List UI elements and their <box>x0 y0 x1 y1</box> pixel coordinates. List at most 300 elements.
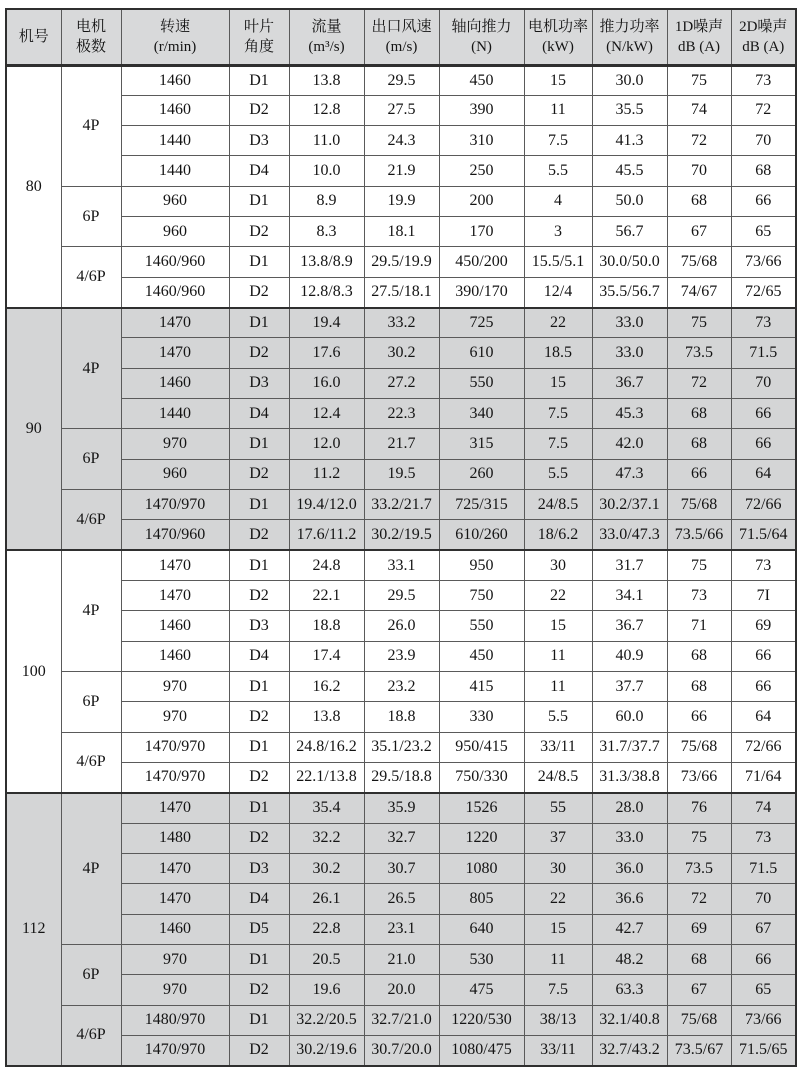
blade-angle-cell: D2 <box>229 338 289 368</box>
speed-cell: 960 <box>121 186 229 216</box>
blade-angle-cell: D2 <box>229 95 289 125</box>
thrust-power-cell: 45.5 <box>592 156 667 186</box>
poles-cell: 4/6P <box>61 247 121 308</box>
outlet-velocity-cell: 19.9 <box>364 186 439 216</box>
speed-cell: 1440 <box>121 126 229 156</box>
blade-angle-cell: D2 <box>229 823 289 853</box>
thrust-power-cell: 56.7 <box>592 217 667 247</box>
axial-thrust-cell: 725/315 <box>439 490 524 520</box>
noise-1d-cell: 74/67 <box>667 277 731 307</box>
noise-2d-cell: 66 <box>731 672 796 702</box>
outlet-velocity-cell: 32.7 <box>364 823 439 853</box>
noise-2d-cell: 70 <box>731 126 796 156</box>
poles-cell: 4P <box>61 550 121 671</box>
motor-power-cell: 22 <box>524 308 592 338</box>
outlet-velocity-cell: 32.7/21.0 <box>364 1005 439 1035</box>
blade-angle-cell: D1 <box>229 186 289 216</box>
speed-cell: 1470/960 <box>121 520 229 550</box>
speed-cell: 1460 <box>121 368 229 398</box>
machine-no-cell: 112 <box>6 793 61 1066</box>
table-row <box>6 581 796 611</box>
outlet-velocity-cell: 29.5/19.9 <box>364 247 439 277</box>
noise-2d-cell: 73/66 <box>731 247 796 277</box>
col-header-outlet-velocity <box>364 9 439 65</box>
speed-cell: 970 <box>121 429 229 459</box>
header-row <box>6 9 796 65</box>
table-row <box>6 1005 796 1035</box>
table-row <box>6 611 796 641</box>
col-header-blade-angle <box>229 9 289 65</box>
outlet-velocity-cell: 35.9 <box>364 793 439 823</box>
flow-cell: 20.5 <box>289 945 364 975</box>
noise-1d-cell: 75/68 <box>667 732 731 762</box>
noise-1d-cell: 69 <box>667 914 731 944</box>
blade-angle-cell: D1 <box>229 429 289 459</box>
header-line: 叶片 <box>243 18 274 35</box>
outlet-velocity-cell: 30.7/20.0 <box>364 1036 439 1066</box>
speed-cell: 1470 <box>121 550 229 580</box>
motor-power-cell: 7.5 <box>524 429 592 459</box>
header-line: 推力功率 <box>599 18 660 35</box>
noise-2d-cell: 65 <box>731 217 796 247</box>
flow-cell: 17.4 <box>289 641 364 671</box>
machine-section-90 <box>6 308 796 551</box>
motor-power-cell: 7.5 <box>524 399 592 429</box>
table-row <box>6 65 796 95</box>
motor-power-cell: 5.5 <box>524 459 592 489</box>
thrust-power-cell: 36.7 <box>592 368 667 398</box>
table-row <box>6 763 796 793</box>
speed-cell: 1460 <box>121 65 229 95</box>
outlet-velocity-cell: 30.2 <box>364 338 439 368</box>
speed-cell: 960 <box>121 217 229 247</box>
flow-cell: 8.3 <box>289 217 364 247</box>
thrust-power-cell: 63.3 <box>592 975 667 1005</box>
poles-cell: 6P <box>61 186 121 247</box>
flow-cell: 16.0 <box>289 368 364 398</box>
noise-2d-cell: 7I <box>731 581 796 611</box>
table-row <box>6 914 796 944</box>
thrust-power-cell: 48.2 <box>592 945 667 975</box>
noise-1d-cell: 73 <box>667 581 731 611</box>
noise-2d-cell: 73 <box>731 550 796 580</box>
axial-thrust-cell: 950/415 <box>439 732 524 762</box>
outlet-velocity-cell: 33.1 <box>364 550 439 580</box>
axial-thrust-cell: 315 <box>439 429 524 459</box>
table-row <box>6 641 796 671</box>
motor-power-cell: 38/13 <box>524 1005 592 1035</box>
axial-thrust-cell: 330 <box>439 702 524 732</box>
thrust-power-cell: 50.0 <box>592 186 667 216</box>
noise-2d-cell: 66 <box>731 186 796 216</box>
noise-2d-cell: 68 <box>731 156 796 186</box>
flow-cell: 22.1/13.8 <box>289 763 364 793</box>
header-line: dB (A) <box>677 38 721 55</box>
noise-2d-cell: 73 <box>731 823 796 853</box>
axial-thrust-cell: 640 <box>439 914 524 944</box>
header-line: 角度 <box>243 38 274 55</box>
flow-cell: 13.8/8.9 <box>289 247 364 277</box>
table-row <box>6 429 796 459</box>
noise-1d-cell: 75 <box>667 308 731 338</box>
thrust-power-cell: 32.1/40.8 <box>592 1005 667 1035</box>
thrust-power-cell: 37.7 <box>592 672 667 702</box>
noise-1d-cell: 70 <box>667 156 731 186</box>
axial-thrust-cell: 750/330 <box>439 763 524 793</box>
speed-cell: 1480 <box>121 823 229 853</box>
blade-angle-cell: D2 <box>229 1036 289 1066</box>
thrust-power-cell: 30.0 <box>592 65 667 95</box>
noise-1d-cell: 68 <box>667 945 731 975</box>
blade-angle-cell: D3 <box>229 368 289 398</box>
blade-angle-cell: D2 <box>229 277 289 307</box>
noise-1d-cell: 76 <box>667 793 731 823</box>
col-header-speed <box>121 9 229 65</box>
noise-2d-cell: 64 <box>731 702 796 732</box>
header-line: 极数 <box>75 38 106 55</box>
axial-thrust-cell: 1220/530 <box>439 1005 524 1035</box>
speed-cell: 1470/970 <box>121 490 229 520</box>
header-line: dB (A) <box>742 38 785 55</box>
thrust-power-cell: 34.1 <box>592 581 667 611</box>
axial-thrust-cell: 200 <box>439 186 524 216</box>
noise-1d-cell: 75 <box>667 550 731 580</box>
table-row <box>6 550 796 580</box>
table-row <box>6 156 796 186</box>
table-row <box>6 884 796 914</box>
noise-2d-cell: 72/66 <box>731 490 796 520</box>
motor-power-cell: 55 <box>524 793 592 823</box>
blade-angle-cell: D5 <box>229 914 289 944</box>
flow-cell: 13.8 <box>289 65 364 95</box>
header-line: 出口风速 <box>371 18 432 35</box>
motor-power-cell: 15 <box>524 65 592 95</box>
thrust-power-cell: 36.7 <box>592 611 667 641</box>
blade-angle-cell: D2 <box>229 702 289 732</box>
noise-1d-cell: 72 <box>667 884 731 914</box>
table-row <box>6 490 796 520</box>
header-line: 转速 <box>159 18 190 35</box>
speed-cell: 970 <box>121 672 229 702</box>
flow-cell: 17.6 <box>289 338 364 368</box>
outlet-velocity-cell: 18.1 <box>364 217 439 247</box>
speed-cell: 1460 <box>121 914 229 944</box>
flow-cell: 16.2 <box>289 672 364 702</box>
outlet-velocity-cell: 20.0 <box>364 975 439 1005</box>
motor-power-cell: 4 <box>524 186 592 216</box>
axial-thrust-cell: 1220 <box>439 823 524 853</box>
noise-2d-cell: 67 <box>731 914 796 944</box>
header-line: 1D噪声 <box>674 18 724 35</box>
noise-2d-cell: 74 <box>731 793 796 823</box>
noise-2d-cell: 66 <box>731 429 796 459</box>
axial-thrust-cell: 1526 <box>439 793 524 823</box>
outlet-velocity-cell: 22.3 <box>364 399 439 429</box>
motor-power-cell: 7.5 <box>524 126 592 156</box>
axial-thrust-cell: 170 <box>439 217 524 247</box>
noise-1d-cell: 73.5 <box>667 338 731 368</box>
blade-angle-cell: D2 <box>229 459 289 489</box>
noise-1d-cell: 68 <box>667 672 731 702</box>
speed-cell: 1470 <box>121 338 229 368</box>
table-row <box>6 945 796 975</box>
noise-2d-cell: 70 <box>731 368 796 398</box>
header-line: 2D噪声 <box>739 18 788 35</box>
noise-2d-cell: 71/64 <box>731 763 796 793</box>
table-row <box>6 126 796 156</box>
noise-1d-cell: 68 <box>667 399 731 429</box>
machine-no-cell: 90 <box>6 308 61 551</box>
noise-2d-cell: 73 <box>731 65 796 95</box>
poles-cell: 4P <box>61 793 121 945</box>
noise-1d-cell: 73.5 <box>667 854 731 884</box>
blade-angle-cell: D4 <box>229 156 289 186</box>
noise-1d-cell: 72 <box>667 126 731 156</box>
col-header-noise-1d <box>667 9 731 65</box>
motor-power-cell: 24/8.5 <box>524 490 592 520</box>
blade-angle-cell: D1 <box>229 672 289 702</box>
axial-thrust-cell: 805 <box>439 884 524 914</box>
noise-1d-cell: 74 <box>667 95 731 125</box>
noise-1d-cell: 68 <box>667 641 731 671</box>
col-header-motor-poles <box>61 9 121 65</box>
outlet-velocity-cell: 21.7 <box>364 429 439 459</box>
axial-thrust-cell: 390/170 <box>439 277 524 307</box>
axial-thrust-cell: 725 <box>439 308 524 338</box>
outlet-velocity-cell: 33.2/21.7 <box>364 490 439 520</box>
blade-angle-cell: D1 <box>229 247 289 277</box>
noise-1d-cell: 67 <box>667 975 731 1005</box>
header-line: 电机 <box>75 18 106 35</box>
blade-angle-cell: D1 <box>229 65 289 95</box>
outlet-velocity-cell: 27.2 <box>364 368 439 398</box>
speed-cell: 1460/960 <box>121 277 229 307</box>
fan-spec-table <box>5 8 797 1067</box>
machine-section-100 <box>6 550 796 793</box>
poles-cell: 6P <box>61 672 121 733</box>
motor-power-cell: 11 <box>524 641 592 671</box>
motor-power-cell: 30 <box>524 550 592 580</box>
axial-thrust-cell: 310 <box>439 126 524 156</box>
header-line: 机号 <box>18 28 49 45</box>
flow-cell: 19.4/12.0 <box>289 490 364 520</box>
noise-1d-cell: 75/68 <box>667 1005 731 1035</box>
noise-1d-cell: 73.5/66 <box>667 520 731 550</box>
outlet-velocity-cell: 33.2 <box>364 308 439 338</box>
header-line: (N) <box>471 38 492 55</box>
axial-thrust-cell: 950 <box>439 550 524 580</box>
table-row <box>6 308 796 338</box>
speed-cell: 1470 <box>121 854 229 884</box>
header-line: 流量 <box>311 18 342 35</box>
speed-cell: 1470 <box>121 308 229 338</box>
outlet-velocity-cell: 27.5/18.1 <box>364 277 439 307</box>
flow-cell: 26.1 <box>289 884 364 914</box>
poles-cell: 4/6P <box>61 490 121 551</box>
motor-power-cell: 24/8.5 <box>524 763 592 793</box>
axial-thrust-cell: 550 <box>439 368 524 398</box>
flow-cell: 10.0 <box>289 156 364 186</box>
thrust-power-cell: 42.0 <box>592 429 667 459</box>
flow-cell: 13.8 <box>289 702 364 732</box>
outlet-velocity-cell: 19.5 <box>364 459 439 489</box>
motor-power-cell: 15 <box>524 368 592 398</box>
blade-angle-cell: D1 <box>229 732 289 762</box>
thrust-power-cell: 40.9 <box>592 641 667 671</box>
outlet-velocity-cell: 23.9 <box>364 641 439 671</box>
table-row <box>6 459 796 489</box>
blade-angle-cell: D3 <box>229 611 289 641</box>
noise-2d-cell: 73/66 <box>731 1005 796 1035</box>
thrust-power-cell: 33.0 <box>592 338 667 368</box>
motor-power-cell: 7.5 <box>524 975 592 1005</box>
blade-angle-cell: D1 <box>229 550 289 580</box>
motor-power-cell: 22 <box>524 884 592 914</box>
blade-angle-cell: D2 <box>229 975 289 1005</box>
noise-2d-cell: 72/66 <box>731 732 796 762</box>
blade-angle-cell: D2 <box>229 581 289 611</box>
noise-1d-cell: 75 <box>667 823 731 853</box>
thrust-power-cell: 30.0/50.0 <box>592 247 667 277</box>
flow-cell: 30.2 <box>289 854 364 884</box>
motor-power-cell: 30 <box>524 854 592 884</box>
axial-thrust-cell: 450/200 <box>439 247 524 277</box>
outlet-velocity-cell: 29.5/18.8 <box>364 763 439 793</box>
axial-thrust-cell: 450 <box>439 641 524 671</box>
noise-2d-cell: 66 <box>731 641 796 671</box>
table-row <box>6 368 796 398</box>
poles-cell: 4P <box>61 308 121 429</box>
outlet-velocity-cell: 35.1/23.2 <box>364 732 439 762</box>
noise-2d-cell: 72/65 <box>731 277 796 307</box>
thrust-power-cell: 36.6 <box>592 884 667 914</box>
axial-thrust-cell: 530 <box>439 945 524 975</box>
blade-angle-cell: D4 <box>229 641 289 671</box>
outlet-velocity-cell: 26.0 <box>364 611 439 641</box>
speed-cell: 1460 <box>121 611 229 641</box>
table-row <box>6 186 796 216</box>
col-header-noise-2d <box>731 9 796 65</box>
outlet-velocity-cell: 26.5 <box>364 884 439 914</box>
axial-thrust-cell: 1080/475 <box>439 1036 524 1066</box>
flow-cell: 12.4 <box>289 399 364 429</box>
noise-1d-cell: 73/66 <box>667 763 731 793</box>
speed-cell: 970 <box>121 945 229 975</box>
thrust-power-cell: 36.0 <box>592 854 667 884</box>
noise-2d-cell: 71.5 <box>731 854 796 884</box>
flow-cell: 30.2/19.6 <box>289 1036 364 1066</box>
axial-thrust-cell: 610 <box>439 338 524 368</box>
noise-2d-cell: 70 <box>731 884 796 914</box>
motor-power-cell: 18.5 <box>524 338 592 368</box>
machine-no-cell: 80 <box>6 65 61 308</box>
speed-cell: 1480/970 <box>121 1005 229 1035</box>
flow-cell: 12.8 <box>289 95 364 125</box>
blade-angle-cell: D2 <box>229 763 289 793</box>
outlet-velocity-cell: 23.2 <box>364 672 439 702</box>
axial-thrust-cell: 610/260 <box>439 520 524 550</box>
speed-cell: 1470 <box>121 581 229 611</box>
speed-cell: 1460 <box>121 641 229 671</box>
axial-thrust-cell: 1080 <box>439 854 524 884</box>
outlet-velocity-cell: 23.1 <box>364 914 439 944</box>
thrust-power-cell: 33.0/47.3 <box>592 520 667 550</box>
machine-section-112 <box>6 793 796 1066</box>
axial-thrust-cell: 340 <box>439 399 524 429</box>
thrust-power-cell: 31.7/37.7 <box>592 732 667 762</box>
col-header-flow <box>289 9 364 65</box>
table-row <box>6 793 796 823</box>
flow-cell: 32.2 <box>289 823 364 853</box>
poles-cell: 4/6P <box>61 732 121 793</box>
table-row <box>6 975 796 1005</box>
blade-angle-cell: D1 <box>229 793 289 823</box>
thrust-power-cell: 31.7 <box>592 550 667 580</box>
table-row <box>6 1036 796 1066</box>
outlet-velocity-cell: 29.5 <box>364 581 439 611</box>
noise-1d-cell: 75/68 <box>667 490 731 520</box>
speed-cell: 1440 <box>121 399 229 429</box>
motor-power-cell: 11 <box>524 95 592 125</box>
blade-angle-cell: D3 <box>229 126 289 156</box>
noise-1d-cell: 67 <box>667 217 731 247</box>
table-row <box>6 277 796 307</box>
flow-cell: 35.4 <box>289 793 364 823</box>
noise-1d-cell: 68 <box>667 429 731 459</box>
motor-power-cell: 3 <box>524 217 592 247</box>
table-row <box>6 702 796 732</box>
header-line: 电机功率 <box>527 18 588 35</box>
axial-thrust-cell: 550 <box>439 611 524 641</box>
thrust-power-cell: 35.5/56.7 <box>592 277 667 307</box>
flow-cell: 8.9 <box>289 186 364 216</box>
motor-power-cell: 37 <box>524 823 592 853</box>
outlet-velocity-cell: 24.3 <box>364 126 439 156</box>
flow-cell: 17.6/11.2 <box>289 520 364 550</box>
axial-thrust-cell: 260 <box>439 459 524 489</box>
thrust-power-cell: 41.3 <box>592 126 667 156</box>
speed-cell: 970 <box>121 975 229 1005</box>
speed-cell: 1470/970 <box>121 1036 229 1066</box>
flow-cell: 19.4 <box>289 308 364 338</box>
noise-1d-cell: 71 <box>667 611 731 641</box>
axial-thrust-cell: 415 <box>439 672 524 702</box>
motor-power-cell: 33/11 <box>524 732 592 762</box>
flow-cell: 24.8 <box>289 550 364 580</box>
poles-cell: 6P <box>61 945 121 1006</box>
noise-2d-cell: 64 <box>731 459 796 489</box>
speed-cell: 1470 <box>121 884 229 914</box>
axial-thrust-cell: 450 <box>439 65 524 95</box>
thrust-power-cell: 42.7 <box>592 914 667 944</box>
noise-1d-cell: 66 <box>667 459 731 489</box>
speed-cell: 960 <box>121 459 229 489</box>
speed-cell: 1460 <box>121 95 229 125</box>
axial-thrust-cell: 390 <box>439 95 524 125</box>
flow-cell: 12.8/8.3 <box>289 277 364 307</box>
flow-cell: 22.1 <box>289 581 364 611</box>
poles-cell: 6P <box>61 429 121 490</box>
noise-1d-cell: 75 <box>667 65 731 95</box>
noise-2d-cell: 66 <box>731 399 796 429</box>
axial-thrust-cell: 250 <box>439 156 524 186</box>
motor-power-cell: 5.5 <box>524 702 592 732</box>
noise-2d-cell: 71.5/64 <box>731 520 796 550</box>
table-row <box>6 338 796 368</box>
axial-thrust-cell: 750 <box>439 581 524 611</box>
table-row <box>6 732 796 762</box>
flow-cell: 18.8 <box>289 611 364 641</box>
